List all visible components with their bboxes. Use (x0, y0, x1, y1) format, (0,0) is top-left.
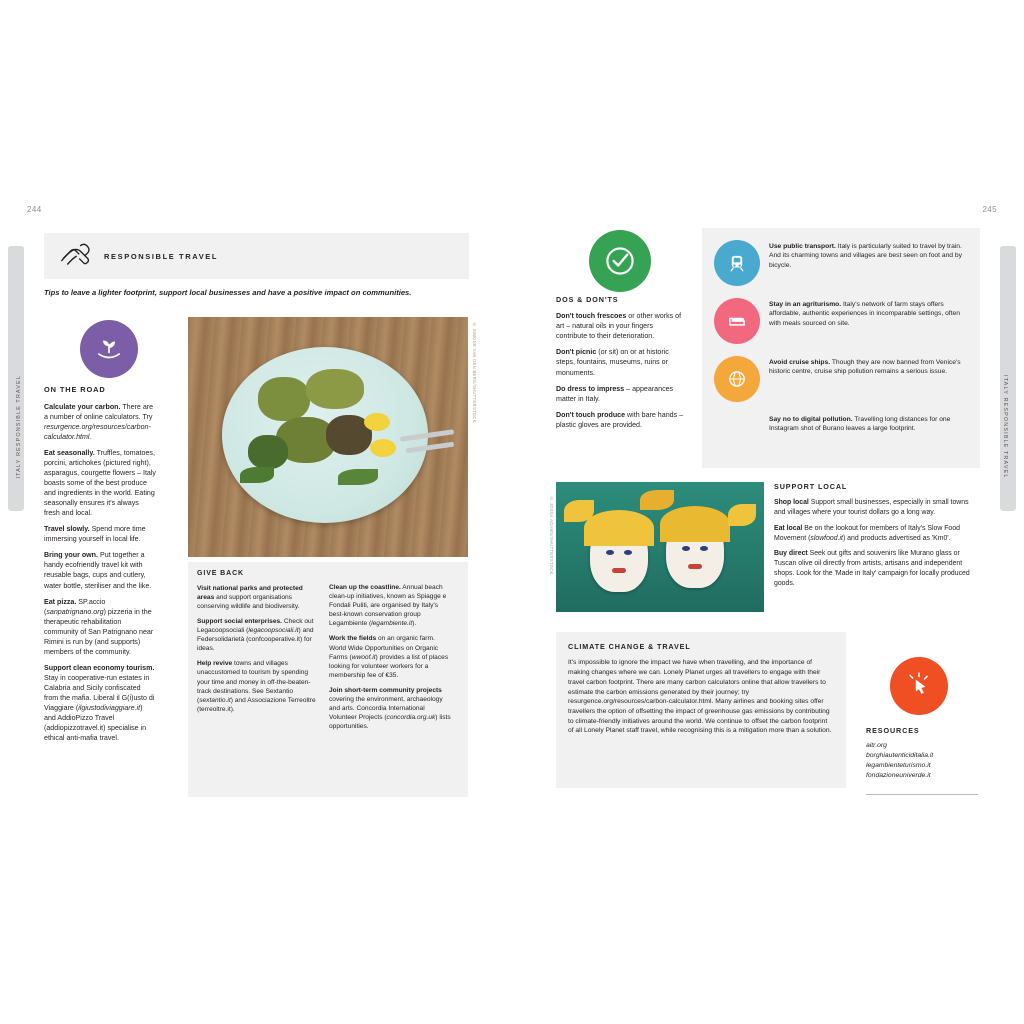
give-back-heading: GIVE BACK (197, 570, 244, 577)
item-body: There are a number of online calculators. Try (44, 402, 154, 421)
give-back-item (197, 584, 319, 611)
item-body: Italy is particularly suited to travel by train. And its charming towns and villages are best seen on foot and by bicycle. (769, 243, 962, 269)
item-body: on an organic farm. World Wide Opportunities on Organic Farms ( (329, 635, 439, 661)
on-the-road-column (44, 385, 156, 749)
on-the-road-item (44, 524, 156, 544)
item-lead: Buy direct (774, 550, 808, 558)
item-body: Stay in cooperative-run estates in Calabria and Sicily confiscated from the mafia. Liberal il G(i)usto di Viaggiare ( (44, 674, 155, 713)
footprint-item-extra (702, 413, 980, 434)
item-body: Check out Legacoopsociali ( (197, 617, 314, 635)
on-the-road-item (44, 550, 156, 590)
give-back-box (188, 562, 468, 797)
on-the-road-heading: ON THE ROAD (44, 385, 106, 394)
cursor-click-icon (890, 657, 948, 715)
item-tail: ) provides a list of places looking for volunteer workers for a membership fee of €35. (329, 653, 449, 679)
item-lead: Help revive (197, 660, 233, 668)
item-lead: Eat seasonally. (44, 448, 95, 457)
item-italic: ilgiustodiviaggiare.it (78, 704, 141, 713)
resources-heading: RESOURCES (866, 726, 920, 735)
item-body: Italy's network of farm stays offers affordable, authentic experiences in incomparable settings, often with meals sourced on site. (769, 301, 960, 327)
item-lead: Don't picnic (556, 348, 597, 357)
item-body: towns and villages unaccustomed to tourism by spending your time and money in off-the-beaten-track destinations. See Sextantio ( (197, 660, 311, 704)
chapter-title: RESPONSIBLE TRAVEL (104, 251, 219, 261)
climate-heading: CLIMATE CHANGE & TRAVEL (568, 642, 691, 651)
item-italic: slowfood.it (810, 534, 843, 542)
check-circle-icon (589, 230, 651, 292)
folio-left: 244 (27, 205, 42, 214)
item-italic: resurgence.org/resources/carbon-calculator.html. (44, 422, 151, 441)
resource-link[interactable]: aitr.org (866, 741, 887, 749)
item-lead: Stay in an agriturismo. (769, 301, 842, 308)
side-label-right: ITALY RESPONSIBLE TRAVEL (1002, 375, 1008, 479)
item-lead: Use public transport. (769, 243, 836, 250)
item-italic: concordia.org.uk (386, 714, 436, 722)
item-body: Be on the lookout for members of Italy's Slow Food Movement ( (774, 524, 960, 542)
resources-block (866, 726, 986, 782)
item-italic: sextantio.it (199, 696, 231, 704)
chapter-intro: Tips to leave a lighter footprint, support local businesses and have a positive impact on communities. (44, 288, 412, 297)
item-body: or other works of art – natural oils in your fingers contribute to their deterioration. (556, 312, 682, 341)
give-back-item (329, 686, 451, 731)
item-lead: Bring your own. (44, 551, 98, 560)
give-back-item (197, 617, 319, 653)
footprint-text (769, 356, 968, 402)
bed-icon (714, 298, 760, 344)
item-body: – appearances matter in Italy. (556, 384, 674, 403)
item-lead: Eat pizza. (44, 597, 77, 606)
item-lead: Travel slowly. (44, 525, 90, 534)
item-lead: Join short-term community projects (329, 686, 442, 694)
climate-body: It's impossible to ignore the impact we have when travelling, and the importance of making changes where we can. Lonely Planet urges all travellers to engage with their travel carbon footprint. There are many carbon calculators online that allow travellers to estimate the carbon emissions generated by their journey; try resurgence.org/resources/carbon-calculator.html. Many airlines and booking sites offer travellers the option of offsetting the impact of greenhouse gas emissions by contributing to climate-friendly initiatives around the world. We continue to offset the carbon footprint of all Lonely Planet staff travel, while recognising this is a mitigation more than a solution. (568, 659, 832, 735)
dos-donts-item (556, 410, 686, 430)
give-back-item (329, 583, 451, 628)
support-local-column (774, 482, 980, 595)
item-lead: Visit national parks and protected areas (197, 584, 303, 601)
item-body: with bare hands – plastic gloves are provided. (556, 410, 684, 429)
item-body: covering the environment, archaeology and arts. Concordia International Volunteer Projects ( (329, 696, 443, 722)
item-lead: Calculate your carbon. (44, 402, 121, 411)
item-body: Travelling long distances for one Instagram shot of Burano leaves a large footprint. (769, 416, 951, 433)
resource-link[interactable]: fondazioneuniverde.it (866, 772, 931, 780)
item-body: Annual beach clean-up initiatives, known as Spiagge e Fondali Puliti, are organised by Italy's best-known conservation group Legambiente ( (329, 584, 447, 628)
on-the-road-item (44, 597, 156, 657)
dos-donts-item (556, 384, 686, 404)
item-body: and support organisations conserving wildlife and biodiversity. (197, 593, 300, 610)
item-lead: Eat local (774, 524, 803, 532)
footprint-item (702, 298, 980, 344)
train-icon (714, 240, 760, 286)
food-photo-credit: © SIMONE VAN DEN BERG/SHUTTERSTOCK (472, 322, 477, 423)
food-photo (188, 317, 468, 557)
resource-link[interactable]: legambienteturismo.it (866, 762, 931, 770)
item-italic: sanpatrignano.org (46, 607, 104, 616)
item-body: Put together a handy ecofriendly travel kit with reusable bags, cups and cutlery, water bottle, steriliser and the like. (44, 551, 152, 590)
resources-divider (866, 794, 978, 795)
on-the-road-item (44, 448, 156, 518)
item-lead: Support clean economy tourism. (44, 663, 155, 672)
footprint-text (769, 298, 968, 344)
item-lead: Avoid cruise ships. (769, 359, 831, 366)
item-lead: Don't touch frescoes (556, 312, 627, 321)
side-label-left: ITALY RESPONSIBLE TRAVEL (16, 375, 22, 479)
item-tail: ) and AddioPizzo Travel (addiopizzotravel.it) specialise in ethical anti-mafia travel. (44, 704, 147, 743)
item-body: Though they are now banned from Venice's historic centre, cruise ship pollution remains a serious issue. (769, 359, 961, 376)
folio-right: 245 (982, 205, 997, 214)
item-tail: ) pizzeria in the therapeutic rehabilitation community of San Patrignano near Rimini is run by (and supports) members of the community. (44, 607, 154, 656)
item-lead: Clean up the coastline. (329, 584, 401, 591)
resource-link[interactable]: borghiautenticiditalia.it (866, 751, 934, 759)
item-italic: wwoof.it (351, 653, 376, 661)
item-lead: Work the fields (329, 635, 377, 643)
item-tail: ). (412, 620, 417, 628)
support-local-item (774, 498, 980, 518)
item-body: Support small businesses, especially in small towns and villages where your tourist dollars go a long way. (774, 499, 969, 517)
dos-donts-column (556, 295, 686, 436)
item-lead: Do dress to impress (556, 384, 625, 393)
item-lead: Don't touch produce (556, 410, 626, 419)
footprint-text (769, 240, 968, 286)
give-back-col-1 (197, 569, 319, 737)
support-local-item (774, 549, 980, 588)
support-local-heading: SUPPORT LOCAL (774, 482, 848, 491)
item-body: Seek out gifts and souvenirs like Murano glass or Tuscan olive oil directly from artists, artisans and independent shops. Look for the 'Made in Italy' campaign for locally produced goods. (774, 550, 970, 587)
give-back-col-2 (329, 569, 451, 737)
item-body: Spend more time immersing yourself in local life. (44, 525, 146, 544)
item-lead: Say no to digital pollution. (769, 416, 853, 423)
give-back-item (197, 659, 319, 714)
dos-donts-heading: DOS & DON'TS (556, 295, 619, 304)
on-the-road-item (44, 402, 156, 442)
item-tail: ) lists opportunities. (329, 714, 451, 731)
heart-hands-icon (58, 241, 92, 271)
on-the-road-item (44, 663, 156, 744)
item-tail: ) and Federsolidarietà (confcooperative.it) for ideas. (197, 627, 314, 653)
climate-box (556, 632, 846, 788)
item-body: SP.accio ( (44, 597, 106, 616)
footprint-box (702, 228, 980, 468)
globe-icon (714, 356, 760, 402)
dos-donts-item (556, 347, 686, 377)
ceramics-photo-credit: © JOSSA ADAMS/SHUTTERSTOCK (549, 496, 554, 575)
footprint-item (702, 356, 980, 402)
item-italic: legambiente.it (371, 620, 413, 628)
item-tail: ) and products advertised as 'Km0'. (842, 534, 951, 542)
item-tail: ) and Associazione Terreoltre (terreoltre.it). (197, 696, 316, 713)
item-body: Truffles, tomatoes, porcini, artichokes (pictured right), asparagus, courgette flowers – Italy boasts some of the best produce and ingredients in the world. Eating seasonally ensures it's always fresh and local. (44, 448, 156, 518)
item-lead: Support social enterprises. (197, 617, 283, 625)
support-local-item (774, 524, 980, 544)
footprint-text (769, 413, 968, 434)
item-italic: legacoopsociali.it (248, 627, 299, 635)
give-back-item (329, 634, 451, 679)
plant-in-hand-icon (80, 320, 138, 378)
dos-donts-item (556, 311, 686, 341)
item-body: (or sit) on or at historic steps, fountains, museums, ruins or monuments. (556, 348, 669, 377)
footprint-item (702, 240, 980, 286)
chapter-header (44, 232, 469, 279)
ceramics-photo (556, 482, 764, 612)
item-lead: Shop local (774, 499, 809, 507)
